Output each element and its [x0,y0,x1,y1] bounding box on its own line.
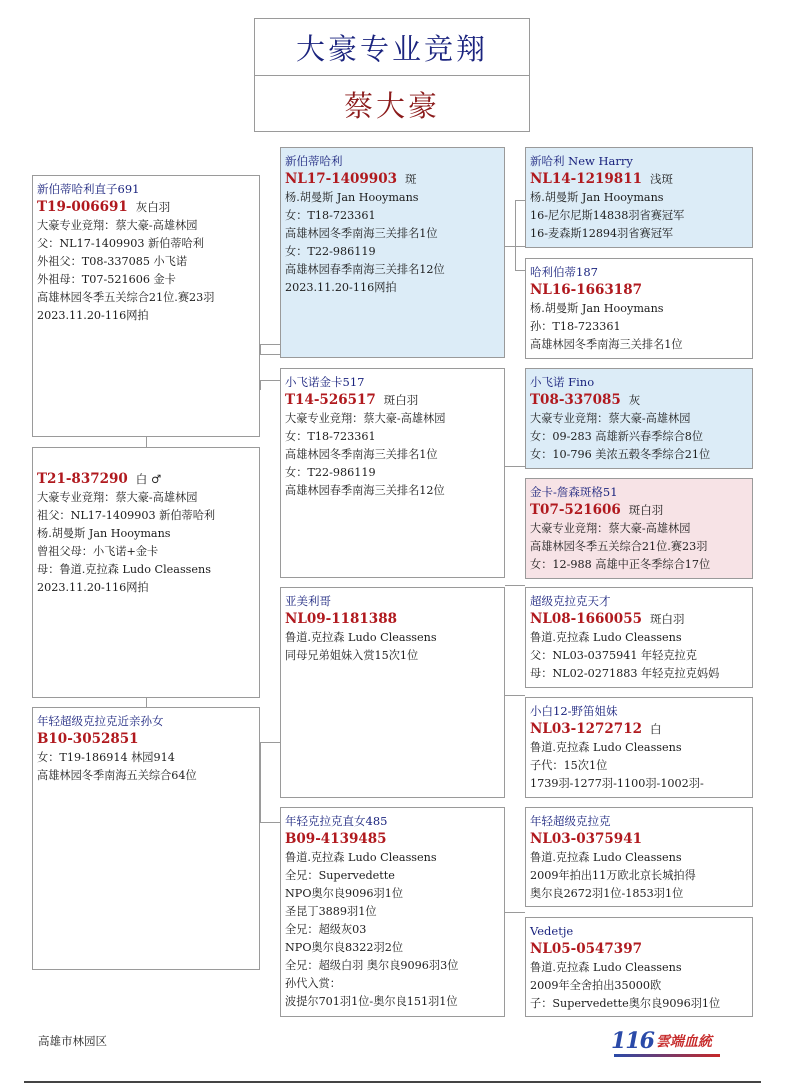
pigeon-name: Vedetje [530,924,574,938]
pigeon-name: 哈利伯蒂187 [530,265,598,279]
pedigree-line: 高雄林园冬季南海三关排名1位 [285,448,438,461]
pedigree-line: 大豪专业竞翔：蔡大豪-高雄林园 [37,219,198,232]
connector [505,585,525,586]
connector [260,742,261,822]
pedigree-line: 女：T19-186914 林园914 [37,751,175,764]
pedigree-line: 鲁道.克拉森 Ludo Cleassens [530,741,682,754]
pedigree-line: 16-麦森斯12894羽省赛冠军 [530,227,674,240]
ring-number: NL09-1181388 [285,611,397,627]
pedigree-line: 高雄林园冬季五关综合21位.赛23羽 [530,540,708,553]
pigeon-card-gg1[interactable] [525,147,753,248]
pedigree-line: 高雄林园春季南海三关排名12位 [285,484,445,497]
pedigree-line: 孙：T18-723361 [530,320,621,333]
pigeon-card-gg8[interactable] [525,917,753,1017]
pedigree-line: 高雄林园春季南海三关排名12位 [285,263,445,276]
pigeon-name: 小飞诺 Fino [530,375,595,389]
pedigree-line: 大豪专业竞翔：蔡大豪-高雄林园 [530,522,691,535]
pedigree-line: 1739羽-1277羽-1100羽-1002羽- [530,777,704,790]
connector [260,380,261,390]
pedigree-line: 母：鲁道.克拉森 Ludo Cleassens [37,563,211,576]
pigeon-name: 新伯蒂哈利 [285,154,343,168]
pigeon-name: 超级克拉克天才 [530,594,611,608]
plumage-color: 斑 [404,172,417,186]
plumage-color: 斑白羽 [649,612,685,626]
pedigree-line: 2023.11.20-116网拍 [37,309,149,322]
logo [611,1028,712,1054]
pedigree-line: 高雄林园冬季南海五关综合64位 [37,769,197,782]
pigeon-card-child1[interactable] [32,175,260,437]
connector [505,912,525,913]
pedigree-line: 鲁道.克拉森 Ludo Cleassens [285,851,437,864]
pedigree-line: 2009年全舍拍出35000欧 [530,979,662,992]
pigeon-name: 小白12-野笛姐妹 [530,704,618,718]
connector [505,466,525,467]
pigeon-card-dam2-dam[interactable] [280,807,505,1017]
pedigree-line: 杨.胡曼斯 Jan Hooymans [530,302,664,315]
plumage-color: 灰白羽 [135,200,171,214]
pedigree-line: 母：NL02-0271883 年轻克拉克妈妈 [530,667,720,680]
pedigree-line: 女：12-988 高雄中正冬季综合17位 [530,558,711,571]
ring-number: NL03-1272712 [530,721,642,737]
connector [260,344,280,345]
pedigree-line: 大豪专业竞翔：蔡大豪-高雄林园 [285,412,446,425]
pedigree-line: 鲁道.克拉森 Ludo Cleassens [530,631,682,644]
pedigree-line: 高雄林园冬季五关综合21位.赛23羽 [37,291,215,304]
pigeon-card-dam[interactable] [280,368,505,578]
pedigree-line: 16-尼尔尼斯14838羽省赛冠军 [530,209,685,222]
ring-number: NL03-0375941 [530,831,642,847]
pedigree-line: 大豪专业竞翔：蔡大豪-高雄林园 [37,491,198,504]
ring-number: NL08-1660055 [530,611,642,627]
pigeon-name: 新哈利 New Harry [530,154,633,168]
logo-text: 雲端血統 [655,1034,712,1050]
pedigree-line: NPO奥尔良9096羽1位 [285,887,404,900]
ring-number: T14-526517 [285,392,376,408]
connector [260,380,280,381]
pedigree-line: 祖父：NL17-1409903 新伯蒂哈利 [37,509,216,522]
pigeon-card-gg4[interactable] [525,478,753,579]
connector [260,354,280,355]
loft-name: 大豪专业竞翔 [255,19,529,76]
pedigree-line: 高雄林园冬季南海三关排名1位 [285,227,438,240]
pedigree-line: 子代：15次1位 [530,759,608,772]
pigeon-name: 新伯蒂哈利直子691 [37,182,140,196]
pigeon-card-child2[interactable] [32,707,260,970]
pedigree-line: 孙代入赏： [285,977,341,990]
pedigree-line: 杨.胡曼斯 Jan Hooymans [530,191,664,204]
connector [260,742,280,743]
plumage-color: 斑白羽 [628,503,664,517]
pigeon-name: 年轻超级克拉克近亲孙女 [37,714,164,728]
connector [515,270,525,271]
pedigree-line: 女：10-796 美浓五毂冬季综合21位 [530,448,711,461]
connector [515,200,516,270]
ring-number: B09-4139485 [285,831,387,847]
connector [260,344,261,354]
title-box [254,18,530,132]
pedigree-line: 女：T18-723361 [285,209,376,222]
pedigree-line: 女：T22-986119 [285,245,376,258]
pigeon-card-dam2-sire[interactable] [280,587,505,798]
plumage-color: 斑白羽 [383,393,419,407]
bottom-divider [24,1081,761,1083]
plumage-color: 灰 [628,393,641,407]
pedigree-line: 鲁道.克拉森 Ludo Cleassens [285,631,437,644]
pedigree-line: 2023.11.20-116网拍 [37,581,149,594]
ring-number: NL05-0547397 [530,941,642,957]
connector [146,697,147,707]
logo-underline [614,1054,720,1057]
pigeon-name: 小飞诺金卡517 [285,375,365,389]
pedigree-line: 女：T22-986119 [285,466,376,479]
pedigree-line: 父：NL17-1409903 新伯蒂哈利 [37,237,204,250]
pedigree-line: 全兄：Supervedette [285,869,395,882]
logo-number: 116 [611,1028,654,1054]
pigeon-card-gg7[interactable] [525,807,753,907]
pedigree-line: 女：T18-723361 [285,430,376,443]
pedigree-line: 2009年拍出11万欧北京长城拍得 [530,869,696,882]
pigeon-card-subject[interactable] [32,447,260,698]
pigeon-card-gg5[interactable] [525,587,753,688]
pedigree-line: 奥尔良2672羽1位-1853羽1位 [530,887,684,900]
plumage-color: 白 ♂ [135,472,162,486]
ring-number: T21-837290 [37,471,128,487]
pedigree-line: 高雄林园冬季南海三关排名1位 [530,338,683,351]
pedigree-line: 父：NL03-0375941 年轻克拉克 [530,649,697,662]
pedigree-line: 波提尔701羽1位-奥尔良151羽1位 [285,995,458,1008]
connector [146,436,147,447]
pigeon-name: 年轻克拉克直女485 [285,814,388,828]
pedigree-line: 鲁道.克拉森 Ludo Cleassens [530,851,682,864]
pigeon-card-gg3[interactable] [525,368,753,469]
pigeon-name: 年轻超级克拉克 [530,814,611,828]
connector [515,200,525,201]
ring-number: NL14-1219811 [530,171,642,187]
pigeon-name: 亚美利哥 [285,594,331,608]
pigeon-card-gg6[interactable] [525,697,753,798]
pedigree-line: 2023.11.20-116网拍 [285,281,397,294]
pedigree-line: 杨.胡曼斯 Jan Hooymans [37,527,171,540]
plumage-color: 白 [649,722,662,736]
plumage-color: 浅斑 [649,172,673,186]
pedigree-line: 全兄：超级白羽 奥尔良9096羽3位 [285,959,459,972]
pigeon-name: 金卡-詹森斑格51 [530,485,618,499]
ring-number: B10-3052851 [37,731,139,747]
pedigree-line: 同母兄弟姐妹入赏15次1位 [285,649,419,662]
pedigree-line: 外祖母：T07-521606 金卡 [37,273,176,286]
owner-name: 蔡大豪 [343,88,440,123]
connector [260,822,280,823]
pedigree-line: 外祖父：T08-337085 小飞诺 [37,255,188,268]
pedigree-line: 曾祖父母：小飞诺+金卡 [37,545,159,558]
ring-number: NL17-1409903 [285,171,397,187]
ring-number: T07-521606 [530,502,621,518]
pedigree-line: 全兄：超级灰03 [285,923,367,936]
connector [505,695,525,696]
ring-number: NL16-1663187 [530,282,642,298]
pedigree-line: 大豪专业竞翔：蔡大豪-高雄林园 [530,412,691,425]
pedigree-line: 鲁道.克拉森 Ludo Cleassens [530,961,682,974]
ring-number: T19-006691 [37,199,128,215]
pigeon-card-sire[interactable] [280,147,505,358]
pedigree-line: 子：Supervedette奥尔良9096羽1位 [530,997,721,1010]
pedigree-line: 圣昆丁3889羽1位 [285,905,377,918]
ring-number: T08-337085 [530,392,621,408]
pigeon-card-gg2[interactable] [525,258,753,359]
pedigree-line: 杨.胡曼斯 Jan Hooymans [285,191,419,204]
pedigree-line: 女：09-283 高雄新兴春季综合8位 [530,430,704,443]
footer-location: 高雄市林园区 [38,1034,107,1048]
pedigree-line: NPO奥尔良8322羽2位 [285,941,404,954]
